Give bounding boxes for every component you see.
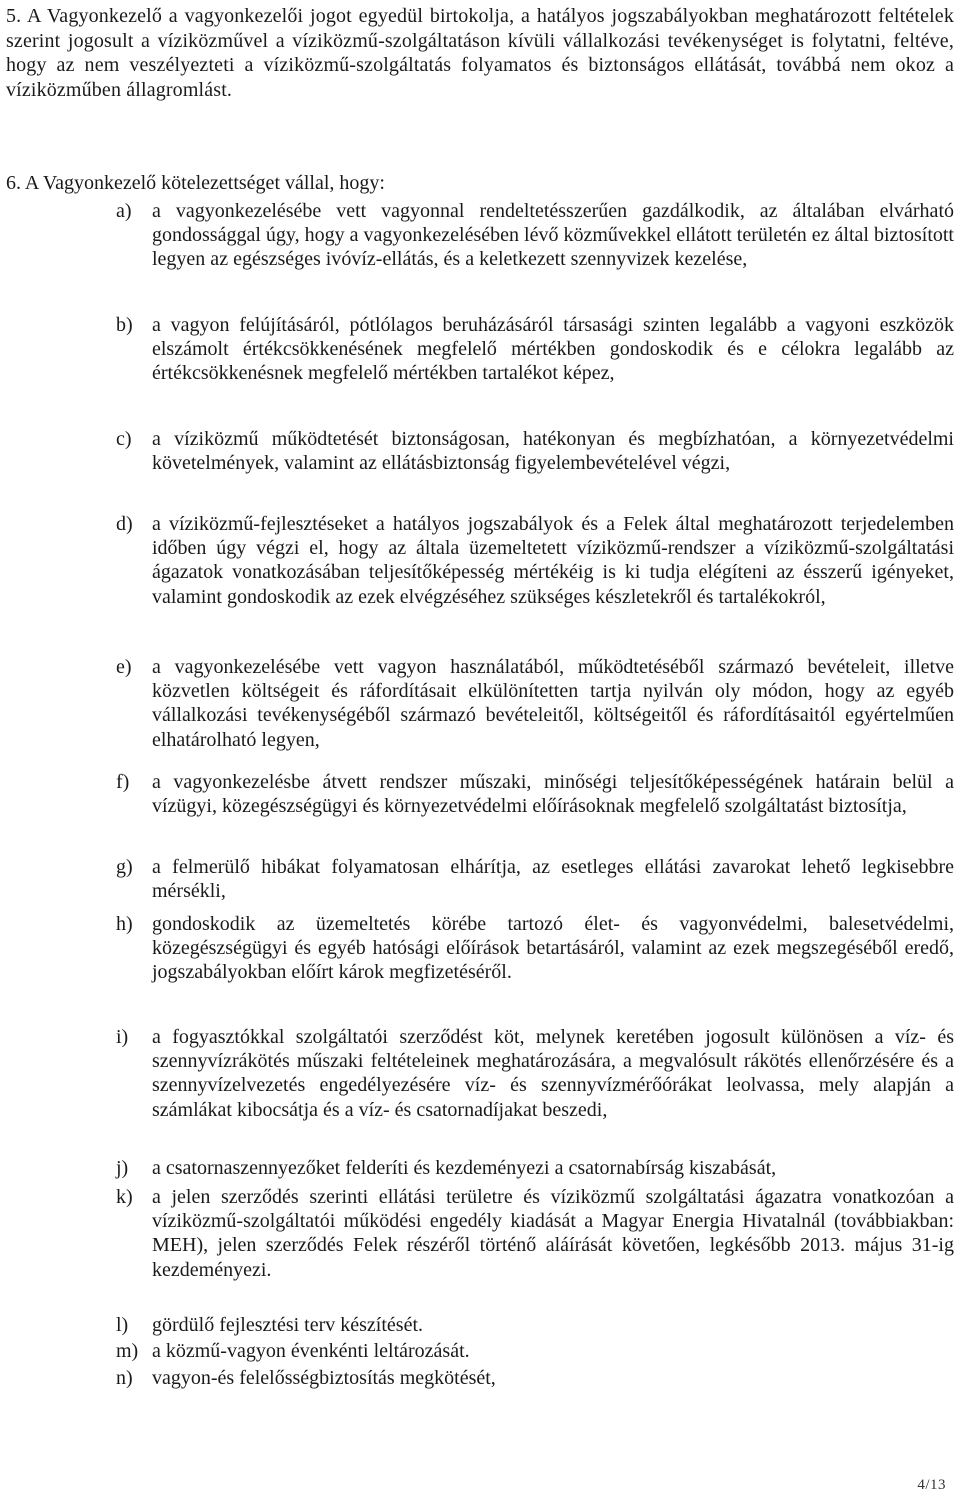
list-item	[116, 912, 954, 985]
list-item-label: d)	[116, 513, 133, 535]
list-item-text: vagyon-és felelősségbiztosítás megkötését,	[152, 1367, 496, 1389]
list-item-label: k)	[116, 1186, 133, 1208]
page-number: 4/13	[917, 1477, 946, 1493]
list-item-text: gördülő fejlesztési terv készítését.	[152, 1314, 424, 1336]
list-item-text: a vagyon felújításáról, pótlólagos beruházásáról társasági szinten legalább a vagyoni eszközök elszámolt értékcsökkenésének megfelelő mértékben gondoskodik és e célokra legalább az értékcsökkenésnek megfelelő mértékben tartalékot képez,	[152, 314, 954, 385]
list-item-text: a jelen szerződés szerinti ellátási területre és víziközmű szolgáltatási ágazatra vonatkozóan a víziközmű-szolgáltatói működési engedély kiadását a Magyar Energia Hivatalnál (továbbiakban: MEH), jelen szerződés Felek részéről történő aláírását követően, legkésőbb 2013. május 31-ig kezdeményezi.	[152, 1186, 954, 1281]
list-item-text: a vagyonkezelésébe vett vagyon használatából, működtetéséből származó bevételeit, illetve közvetlen költségeit és ráfordításait elkülönítetten tartja nyilván oly módon, hogy az egyéb vállalkozási tevékenységéből származó bevételeitől, költségeitől és ráfordításaitól egyértelműen elhatárolható legyen,	[152, 656, 954, 751]
list-item	[116, 770, 954, 818]
list-item-label: b)	[116, 314, 133, 336]
list-item-text: a vagyonkezelésbe átvett rendszer műszaki, minőségi teljesítőképességének határain belül a vízügyi, közegészségügyi és környezetvédelmi előírásoknak megfelelő szolgáltatást biztosítja,	[152, 771, 954, 818]
list-item-label: e)	[116, 656, 132, 678]
list-item-label: n)	[116, 1367, 133, 1389]
list-item-label: m)	[116, 1340, 139, 1362]
list-item-label: a)	[116, 200, 132, 222]
list-item-text: gondoskodik az üzemeltetés körébe tartozó élet- és vagyonvédelmi, balesetvédelmi, közegészségügyi és egyéb hatósági előírások betartásáról, valamint az ezek megszegéséből eredő, jogszabályokban előírt károk megfizetéséről.	[152, 913, 954, 984]
list-item	[116, 1339, 954, 1363]
list-item	[116, 655, 954, 752]
list-item-text: a fogyasztókkal szolgáltatói szerződést köt, melynek keretében jogosult különösen a víz- és szennyvízrákötés műszaki feltételeinek meghatározására, a megvalósult rákötés ellenőrzésére és a szennyvízelvezetés engedélyezésére víz- és szennyvízmérőórákat leolvassa, mely alapján a számlákat kibocsátja és a víz- és csatornadíjakat beszedi,	[152, 1026, 954, 1121]
list-item	[116, 855, 954, 903]
list-item-label: g)	[116, 856, 133, 878]
list-item-label: f)	[116, 771, 130, 793]
list-item	[116, 1313, 954, 1337]
list-item	[116, 1366, 954, 1390]
list-item	[116, 512, 954, 609]
list-item-text: a közmű-vagyon évenkénti leltározását.	[152, 1340, 470, 1362]
list-item-text: a víziközmű-fejlesztéseket a hatályos jogszabályok és a Felek által meghatározott terjedelemben időben úgy végzi el, hogy az általa üzemeltetett víziközmű-rendszer a víziközmű-szolgáltatási ágazatok vonatkozásában teljesítőképesség mértékéig is ki tudja elégíteni az ésszerű igényeket, valamint gondoskodik az ezek elvégzéséhez szükséges készletekről és tartalékokról,	[152, 513, 954, 608]
list-item	[116, 313, 954, 386]
list-item-label: i)	[116, 1026, 129, 1048]
list-item-text: a csatornaszennyezőket felderíti és kezdeményezi a csatornabírság kiszabását,	[152, 1157, 777, 1179]
list-item	[116, 1185, 954, 1282]
list-item	[116, 1156, 954, 1180]
paragraph-5: 5. A Vagyonkezelő a vagyonkezelői jogot egyedül birtokolja, a hatályos jogszabályokban meghatározott feltételek szerint jogosult a víziközművel a víziközmű-szolgáltatáson kívüli vállalkozási tevékenységet is folytatni, feltéve, hogy az nem veszélyezteti a víziközmű-szolgáltatás folyamatos és biztonságos ellátását, továbbá nem okoz a víziközműben állagromlást.	[6, 5, 954, 101]
list-item	[116, 427, 954, 475]
list-item	[116, 199, 954, 272]
list-item-text: a felmerülő hibákat folyamatosan elhárítja, az esetleges ellátási zavarokat lehető legkisebbre mérsékli,	[152, 856, 954, 903]
list-item-label: h)	[116, 913, 133, 935]
list-item-text: a vagyonkezelésébe vett vagyonnal rendeltetésszerűen gazdálkodik, az általában elvárható gondossággal úgy, hogy a vagyonkezelésében lévő közművekkel ellátott területén ez által biztosított legyen az egészséges ivóvíz-ellátás, és a keletkezett szennyvizek kezelése,	[152, 200, 954, 271]
list-item-label: j)	[116, 1157, 129, 1179]
list-item	[116, 1025, 954, 1122]
paragraph-6-intro: 6. A Vagyonkezelő kötelezettséget vállal, hogy:	[6, 172, 385, 194]
list-item-label: c)	[116, 428, 132, 450]
list-item-text: a víziközmű működtetését biztonságosan, hatékonyan és megbízhatóan, a környezetvédelmi követelmények, valamint az ellátásbiztonság figyelembevételével végzi,	[152, 428, 954, 475]
list-item-label: l)	[116, 1314, 129, 1336]
